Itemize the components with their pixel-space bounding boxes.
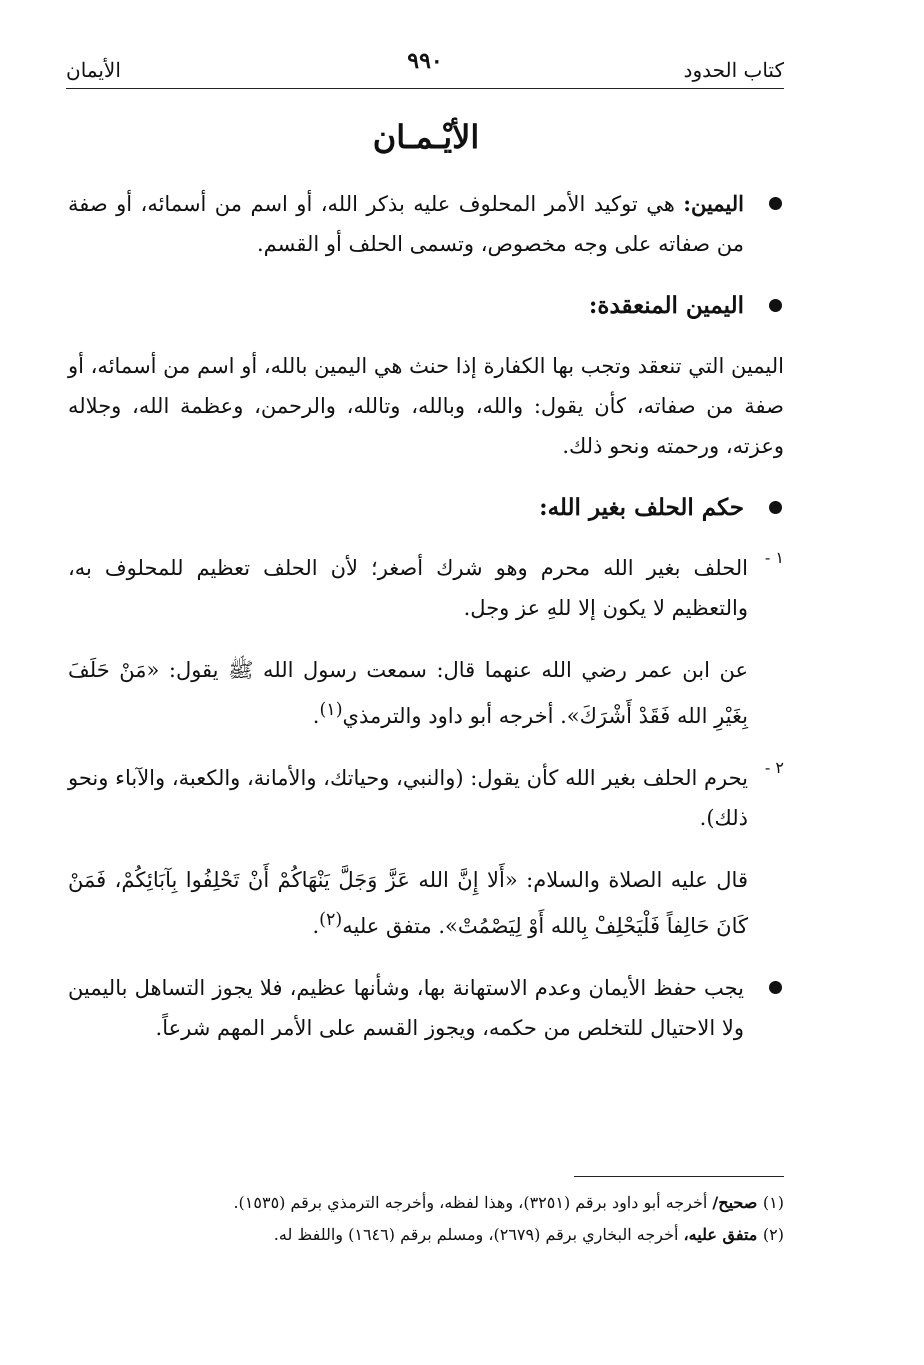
binding-oath-paragraph: اليمين التي تنعقد وتجب بها الكفارة إذا حنث هي اليمين بالله، أو اسم من أسمائه، أو صفة من صفاته، كأن يقول: والله، وبالله، وتالله، والرحمن، وعظمة الله، وجلاله وعزته، ورحمته ونحو ذلك. (68, 354, 784, 458)
bullet-definition (68, 184, 784, 264)
hadith-1-text: عن ابن عمر رضي الله عنهما قال: سمعت رسول الله ﷺ يقول: «مَنْ حَلَفَ بِغَيْرِ الله فَقَدْ أَشْرَكَ». أخرجه أبو داود والترمذي (68, 658, 748, 728)
footnotes (68, 1176, 784, 1251)
definition-text: هي توكيد الأمر المحلوف عليه بذكر الله، أو اسم من أسمائه، أو صفة من صفاته على وجه مخصوص، وتسمى الحلف أو القسم. (68, 192, 744, 256)
footnote-ref-1: (١) (319, 700, 343, 720)
bullet-ruling (68, 488, 784, 528)
footnote-2 (68, 1219, 784, 1251)
ruling-heading: حكم الحلف بغير الله: (539, 494, 744, 521)
ruling-item-2-text: يحرم الحلف بغير الله كأن يقول: (والنبي، وحياتك، والأمانة، والكعبة، والآباء ونحو ذلك). (68, 766, 748, 830)
footnote-1-text: أخرجه أبو داود برقم (٣٢٥١)، وهذا لفظه، وأخرجه الترمذي برقم (١٥٣٥). (233, 1193, 713, 1212)
footnote-1 (68, 1187, 784, 1219)
footnote-2-text: أخرجه البخاري برقم (٢٦٧٩)، ومسلم برقم (١٦٤٦) واللفظ له. (273, 1225, 684, 1244)
footnote-1-number: (١) (762, 1193, 784, 1212)
item-number: ٢ - (764, 758, 784, 777)
hadith-1-block (68, 650, 784, 736)
footnote-divider (574, 1176, 784, 1177)
ruling-item-1 (68, 548, 784, 628)
item-number: ١ - (764, 548, 784, 567)
bullet-preserve-oaths (68, 968, 784, 1048)
definition-term: اليمين: (683, 191, 744, 216)
page-number: ٩٩٠ (407, 48, 443, 74)
footnote-1-grade: صحيح/ (712, 1193, 763, 1212)
section-title: الأيمان (66, 58, 121, 82)
binding-oath-heading: اليمين المنعقدة: (588, 292, 744, 319)
hadith-2: قال عليه الصلاة والسلام: «أَلا إِنَّ الله عَزَّ وَجَلَّ يَنْهَاكُمْ أَنْ تَحْلِفُوا بِآبَائِكُمْ، فَمَنْ كَانَ حَالِفاً فَلْيَحْلِفْ بِالله أَوْ لِيَصْمُتْ». متفق عليه$^{(٢)}$. (68, 868, 748, 938)
preserve-oaths-paragraph: يجب حفظ الأيمان وعدم الاستهانة بها، وشأنها عظيم، فلا يجوز التساهل باليمين ولا الاحتيال للتخلص من حكمه، ويجوز القسم على الأمر المهم شرعاً. (68, 976, 744, 1040)
bullet-binding-oath (68, 286, 784, 326)
book-title: كتاب الحدود (683, 58, 784, 82)
footnote-2-number: (٢) (762, 1225, 784, 1244)
ruling-item-2 (68, 758, 784, 838)
footnote-2-grade: متفق عليه، (683, 1225, 763, 1244)
hadith-2-text: قال عليه الصلاة والسلام: «أَلا إِنَّ الله عَزَّ وَجَلَّ يَنْهَاكُمْ أَنْ تَحْلِفُوا بِآبَائِكُمْ، فَمَنْ كَانَ حَالِفاً فَلْيَحْلِفْ بِالله أَوْ لِيَصْمُتْ». متفق عليه (68, 868, 748, 938)
page-body (68, 118, 784, 1070)
page-header (66, 48, 784, 89)
ruling-item-1-text: الحلف بغير الله محرم وهو شرك أصغر؛ لأن الحلف تعظيم للمحلوف به، والتعظيم لا يكون إلا للهِ عز وجل. (68, 556, 748, 620)
chapter-title: الأيْـمـان (372, 118, 480, 156)
hadith-2-block (68, 860, 784, 946)
footnote-ref-2: (٢) (319, 910, 343, 930)
hadith-1: عن ابن عمر رضي الله عنهما قال: سمعت رسول الله ﷺ يقول: «مَنْ حَلَفَ بِغَيْرِ الله فَقَدْ أَشْرَكَ». أخرجه أبو داود والترمذي$^{(١)}$. (68, 658, 748, 728)
definition-paragraph (68, 184, 744, 264)
